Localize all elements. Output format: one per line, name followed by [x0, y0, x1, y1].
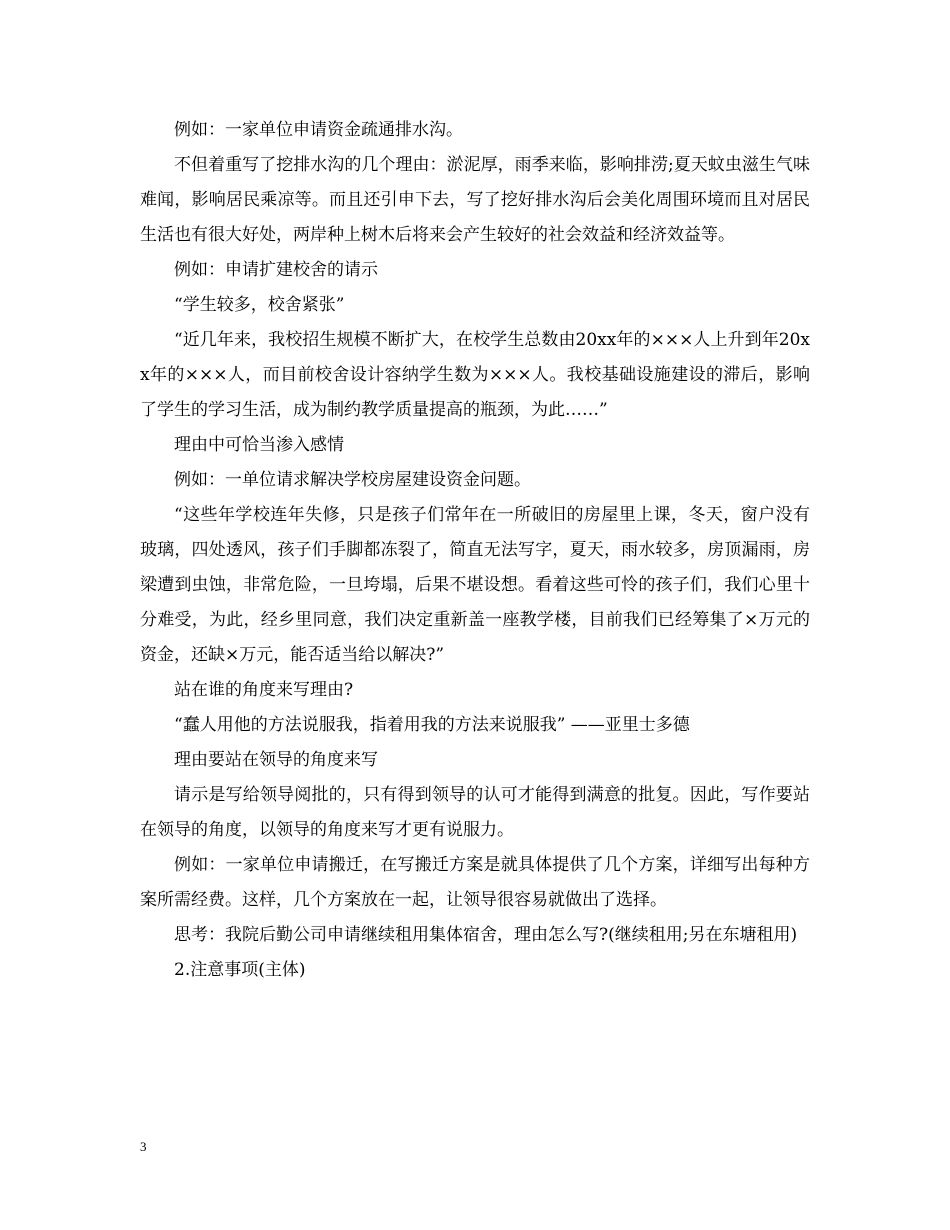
paragraph-example-school-expansion: 例如：申请扩建校舍的请示 — [174, 260, 378, 280]
paragraph-leader-perspective: 请示是写给领导阅批的，只有得到领导的认可才能得到满意的批复。因此，写作要站在领导的角度，以领导的角度来写才更有说服力。 — [140, 785, 810, 840]
page-number: 3 — [140, 1139, 147, 1154]
paragraph-drainage-reasons: 不但着重写了挖排水沟的几个理由：淤泥厚，雨季来临，影响排涝;夏天蚊虫滋生气味难闻，影响居民乘凉等。而且还引申下去，写了挖好排水沟后会美化周围环境而且对居民生活也有很大好处，两岸种上树木后将来会产生较好的社会效益和经济效益等。 — [140, 155, 810, 245]
paragraph-emotion-heading: 理由中可恰当渗入感情 — [174, 435, 344, 455]
paragraph-quote-enrollment: “近几年来，我校招生规模不断扩大，在校学生总数由20xx年的×××人上升到年20xx年的×××人，而目前校舍设计容纳学生数为×××人。我校基础设施建设的滞后，影响了学生的学习生活，成为制约教学质量提高的瓶颈，为此……” — [140, 330, 810, 420]
paragraph-quote-students: “学生较多，校舍紧张” — [174, 295, 345, 315]
paragraph-leader-perspective-heading: 理由要站在领导的角度来写 — [174, 750, 378, 770]
document-body — [140, 113, 810, 988]
paragraph-example-building-funds: 例如：一单位请求解决学校房屋建设资金问题。 — [174, 470, 531, 490]
paragraph-perspective-question: 站在谁的角度来写理由? — [174, 680, 354, 700]
paragraph-example-relocation: 例如：一家单位申请搬迁，在写搬迁方案是就具体提供了几个方案，详细写出每种方案所需经费。这样，几个方案放在一起，让领导很容易就做出了选择。 — [140, 855, 810, 910]
paragraph-aristotle-quote: “蠢人用他的方法说服我，指着用我的方法来说服我” ——亚里士多德 — [174, 715, 690, 735]
paragraph-example-drainage: 例如：一家单位申请资金疏通排水沟。 — [174, 120, 463, 140]
paragraph-notes-heading: 2.注意事项(主体) — [174, 960, 306, 980]
paragraph-quote-building: “这些年学校连年失修，只是孩子们常年在一所破旧的房屋里上课，冬天，窗户没有玻璃，四处透风，孩子们手脚都冻裂了，简直无法写字，夏天，雨水较多，房顶漏雨，房梁遭到虫蚀，非常危险，一旦垮塌，后果不堪设想。看着这些可怜的孩子们，我们心里十分难受，为此，经乡里同意，我们决定重新盖一座教学楼，目前我们已经筹集了×万元的资金，还缺×万元，能否适当给以解决?” — [140, 505, 810, 665]
paragraph-thinking-question: 思考：我院后勤公司申请继续租用集体宿舍，理由怎么写?(继续租用;另在东塘租用) — [174, 925, 798, 945]
